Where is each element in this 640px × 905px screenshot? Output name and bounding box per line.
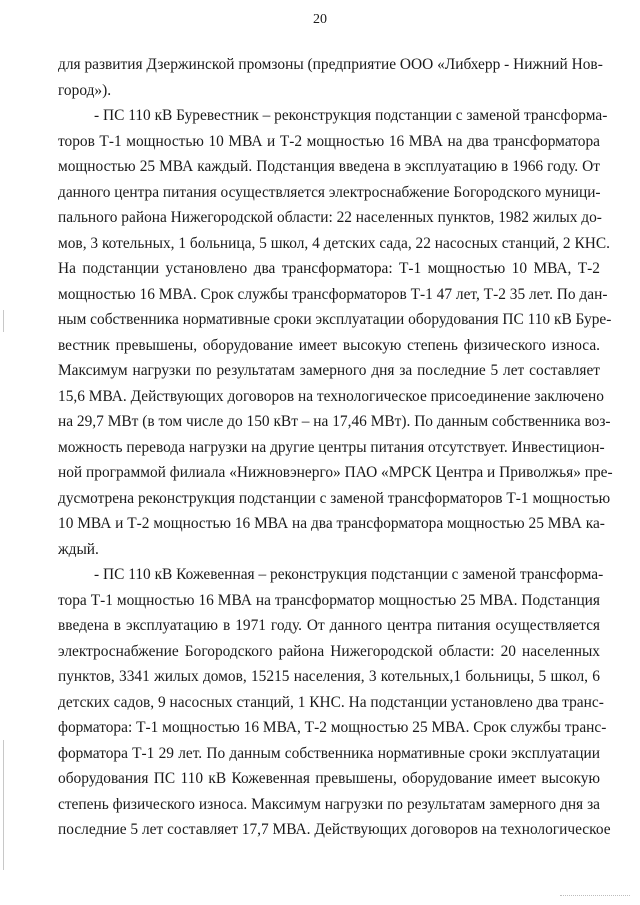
paragraph-burevestnik	[58, 103, 613, 562]
text-line: можность перевода нагрузки на другие центры питания отсутствует. Инвестицион-	[58, 438, 605, 456]
text-line: электроснабжение Богородского района Нижегородской области: 20 населенных	[58, 642, 600, 660]
text-line: мов, 3 котельных, 1 больница, 5 школ, 4 детских сада, 22 насосных станций, 2 КНС.	[58, 234, 610, 252]
text-line: для развития Дзержинской промзоны (предприятие ООО «Либхерр - Нижний Нов-	[58, 56, 603, 73]
text-line: на 29,7 МВт (в том числе до 150 кВт – на 17,46 МВт). По данным собственника воз-	[58, 413, 611, 430]
text-line: 10 МВА и Т-2 мощностью 16 МВА на два трансформатора мощностью 25 МВА ка-	[58, 515, 605, 532]
text-line: пунктов, 3341 жилых домов, 15215 населения, 3 котельных,1 больницы, 5 школ, 6	[58, 668, 600, 685]
text-line: город»).	[58, 81, 112, 99]
text-line: тора Т-1 мощностью 16 МВА на трансформатор мощностью 25 МВА. Подстанция	[58, 591, 600, 609]
scan-artifact	[560, 895, 630, 897]
text-line: торов Т-1 мощностью 10 МВА и Т-2 мощностью 16 МВА на два трансформатора	[58, 132, 600, 150]
text-line: На подстанции установлено два трансформатора: Т-1 мощностью 10 МВА, Т-2	[58, 260, 600, 277]
scan-artifact	[3, 740, 4, 870]
scan-artifact	[3, 310, 4, 332]
text-line: ной программой филиала «Нижновэнерго» ПАО «МРСК Центра и Приволжья» пре-	[58, 464, 613, 481]
text-line: вестник превышены, оборудование имеет высокую степень физического износа.	[58, 336, 600, 354]
document-body	[58, 52, 613, 843]
text-line: последние 5 лет составляет 17,7 МВА. Действующих договоров на технологическое	[58, 821, 611, 838]
text-line: ждый.	[58, 540, 99, 558]
text-line: данного центра питания осуществляется электроснабжение Богородского муници-	[58, 183, 601, 201]
text-line: степень физического износа. Максимум нагрузки по результатам замерного дня за	[58, 795, 600, 813]
text-line: Максимум нагрузки по результатам замерного дня за последние 5 лет составляет	[58, 362, 600, 379]
paragraph-continuation	[58, 52, 603, 103]
text-line: форматора Т-1 29 лет. По данным собственника нормативные сроки эксплуатации	[58, 744, 600, 762]
text-line: форматора: Т-1 мощностью 16 МВА, Т-2 мощностью 25 МВА. Срок службы транс-	[58, 719, 607, 736]
text-line: ным собственника нормативные сроки эксплуатации оборудования ПС 110 кВ Буре-	[58, 311, 612, 328]
page-number: 20	[313, 12, 327, 27]
paragraph-kozhevennaya	[58, 562, 611, 843]
text-line: мощностью 25 МВА каждый. Подстанция введена в эксплуатацию в 1966 году. От	[58, 158, 600, 175]
text-line: - ПС 110 кВ Буревестник – реконструкция подстанции с заменой трансформа-	[94, 107, 608, 124]
text-line: пального района Нижегородской области: 22 населенных пунктов, 1982 жилых до-	[58, 209, 602, 226]
text-line: введена в эксплуатацию в 1971 году. От данного центра питания осуществляется	[58, 617, 600, 634]
text-line: - ПС 110 кВ Кожевенная – реконструкция подстанции с заменой трансформа-	[94, 566, 604, 583]
text-line: детских садов, 9 насосных станций, 1 КНС. На подстанции установлено два транс-	[58, 693, 604, 711]
text-line: мощностью 16 МВА. Срок службы трансформаторов Т-1 47 лет, Т-2 35 лет. По дан-	[58, 285, 608, 303]
text-line: дусмотрена реконструкция подстанции с заменой трансформаторов Т-1 мощностью	[58, 489, 611, 507]
text-line: оборудования ПС 110 кВ Кожевенная превышены, оборудование имеет высокую	[58, 770, 600, 787]
text-line: 15,6 МВА. Действующих договоров на технологическое присоединение заключено	[58, 387, 604, 405]
